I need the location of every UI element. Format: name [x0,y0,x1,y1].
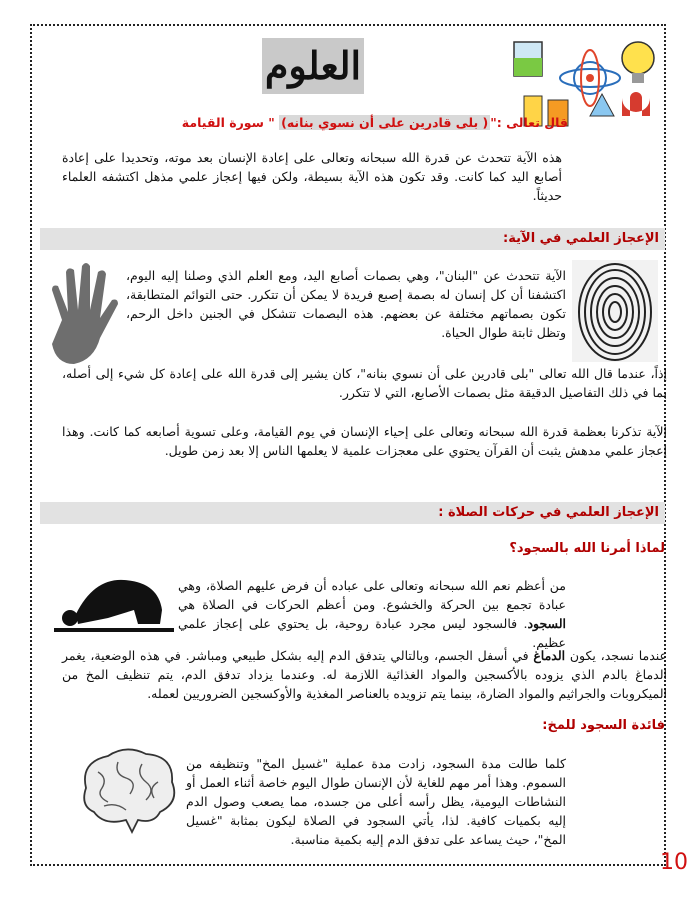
fingerprint-image [572,260,658,362]
handprint-image [44,262,120,372]
fingerprint-paragraph: الآية تتحدث عن "البنان"، وهي بصمات أصابع اليد، ومع العلم الذي وصلنا إليه اليوم، اكتشفنا أن كل إنسان له بصمة إصبع فريدة لا يمكن أن تتكرر. حتى التوائم المتطابقة، تكون بصماتهم مختلفة عن بعضهم. هذه البصمات تتشكل في الجنين داخل الرحم، وتظل ثابتة طوال الحياة. [126,268,566,340]
brain-text-b: في أسفل الجسم، وبالتالي يتدفق الدم إليه بشكل طبيعي ومباشر. في هذه الوضعية، يغمر الدماغ بالدم الذي يزوده بالأكسجين والمواد الغذائية اللازمة له. وعندما يزداد تدفق الدم، يتم تنظيف المخ من الميكروبات والجراثيم والمواد الضارة، بينما يتم تزويده بالعناصر المغذية والأوكسجين الضروريين لعمله. [62,648,667,701]
section-heading-miracle: الإعجاز العلمي في الآية: [40,228,665,250]
brain-blood-paragraph [62,646,667,703]
intro-paragraph: هذه الآية تتحدث عن قدرة الله سبحانه وتعالى على إعادة الإنسان بعد موته، وتحديدا على إعادة أصابع اليد كما كانت. وقد تكون هذه الآية بسيطة، ولكن فيها إعجاز علمي مذهل اكتشفه العلماء حديثاً. [62,150,562,203]
subheading-why-prostrate: لماذا أمرنا الله بالسجود؟ [509,541,665,556]
verse-close: " [263,115,280,130]
brain-image [74,748,178,834]
prostration-text-b: . فالسجود ليس مجرد عبادة روحية، بل يحتوي على إعجاز علمي عظيم. [178,616,566,650]
quran-verse [110,115,568,130]
prostration-figure-image [54,572,174,634]
section-heading-prayer: الإعجاز العلمي في حركات الصلاة : [40,502,665,524]
benefit-paragraph: كلما طالت مدة السجود، زادت مدة عملية "غسيل المخ" وتنظيفه من السموم. وهذا أمر مهم للغاية لأن الإنسان طوال اليوم خاصة أثناء العمل أو النشاطات اليومية، يظل رأسه أعلى من جسده، مما يصعب وصول الدم إليه بكميات كافية. لذا، يأتي السجود في الصلاة ليكون بمثابة "غسيل المخ"، حيث يساعد على تدفق الدم إليه بكمية مناسبة. [186,756,566,847]
verse-quote: ( بلى قادرين على أن نسوي بنانه) [281,115,489,130]
resurrection-paragraph: الآية تذكرنا بعظمة قدرة الله سبحانه وتعالى على إحياء الإنسان في يوم القيامة، وعلى تسوية أصابعه كما كانت. وهذا إعجاز علمي مدهش يثبت أن القرآن يحتوي على معجزات علمية لا يعلمها الناس إلا بعد زمن طويل. [62,424,667,458]
brain-bold-word: الدماغ [533,648,566,663]
page-title: العلوم [264,43,362,88]
prostration-paragraph [178,576,566,652]
verse-intro: قال تعالى :" [490,115,568,130]
verse-surah: سورة القيامة [181,115,264,130]
subheading-benefit: فائدة السجود للمخ: [542,718,665,733]
brain-text-a: عندما نسجد، يكون [565,648,668,663]
page-number: 10 [660,850,688,875]
prostration-text-a: من أعظم نعم الله سبحانه وتعالى على عباده أن فرض عليهم الصلاة، وهي عبادة تجمع بين الحركة والخشوع. ومن أعظم الحركات في الصلاة هي [178,578,566,612]
sujood-bold-word: السجود [527,616,566,631]
verse-meaning-paragraph: إذاً، عندما قال الله تعالى "بلى قادرين على أن نسوي بنانه"، كان يشير إلى قدرة الله على إعادة كل شيء إلى أصله، بما في ذلك التفاصيل الدقيقة مثل بصمات الأصابع، التي لا تتكرر. [62,366,667,400]
